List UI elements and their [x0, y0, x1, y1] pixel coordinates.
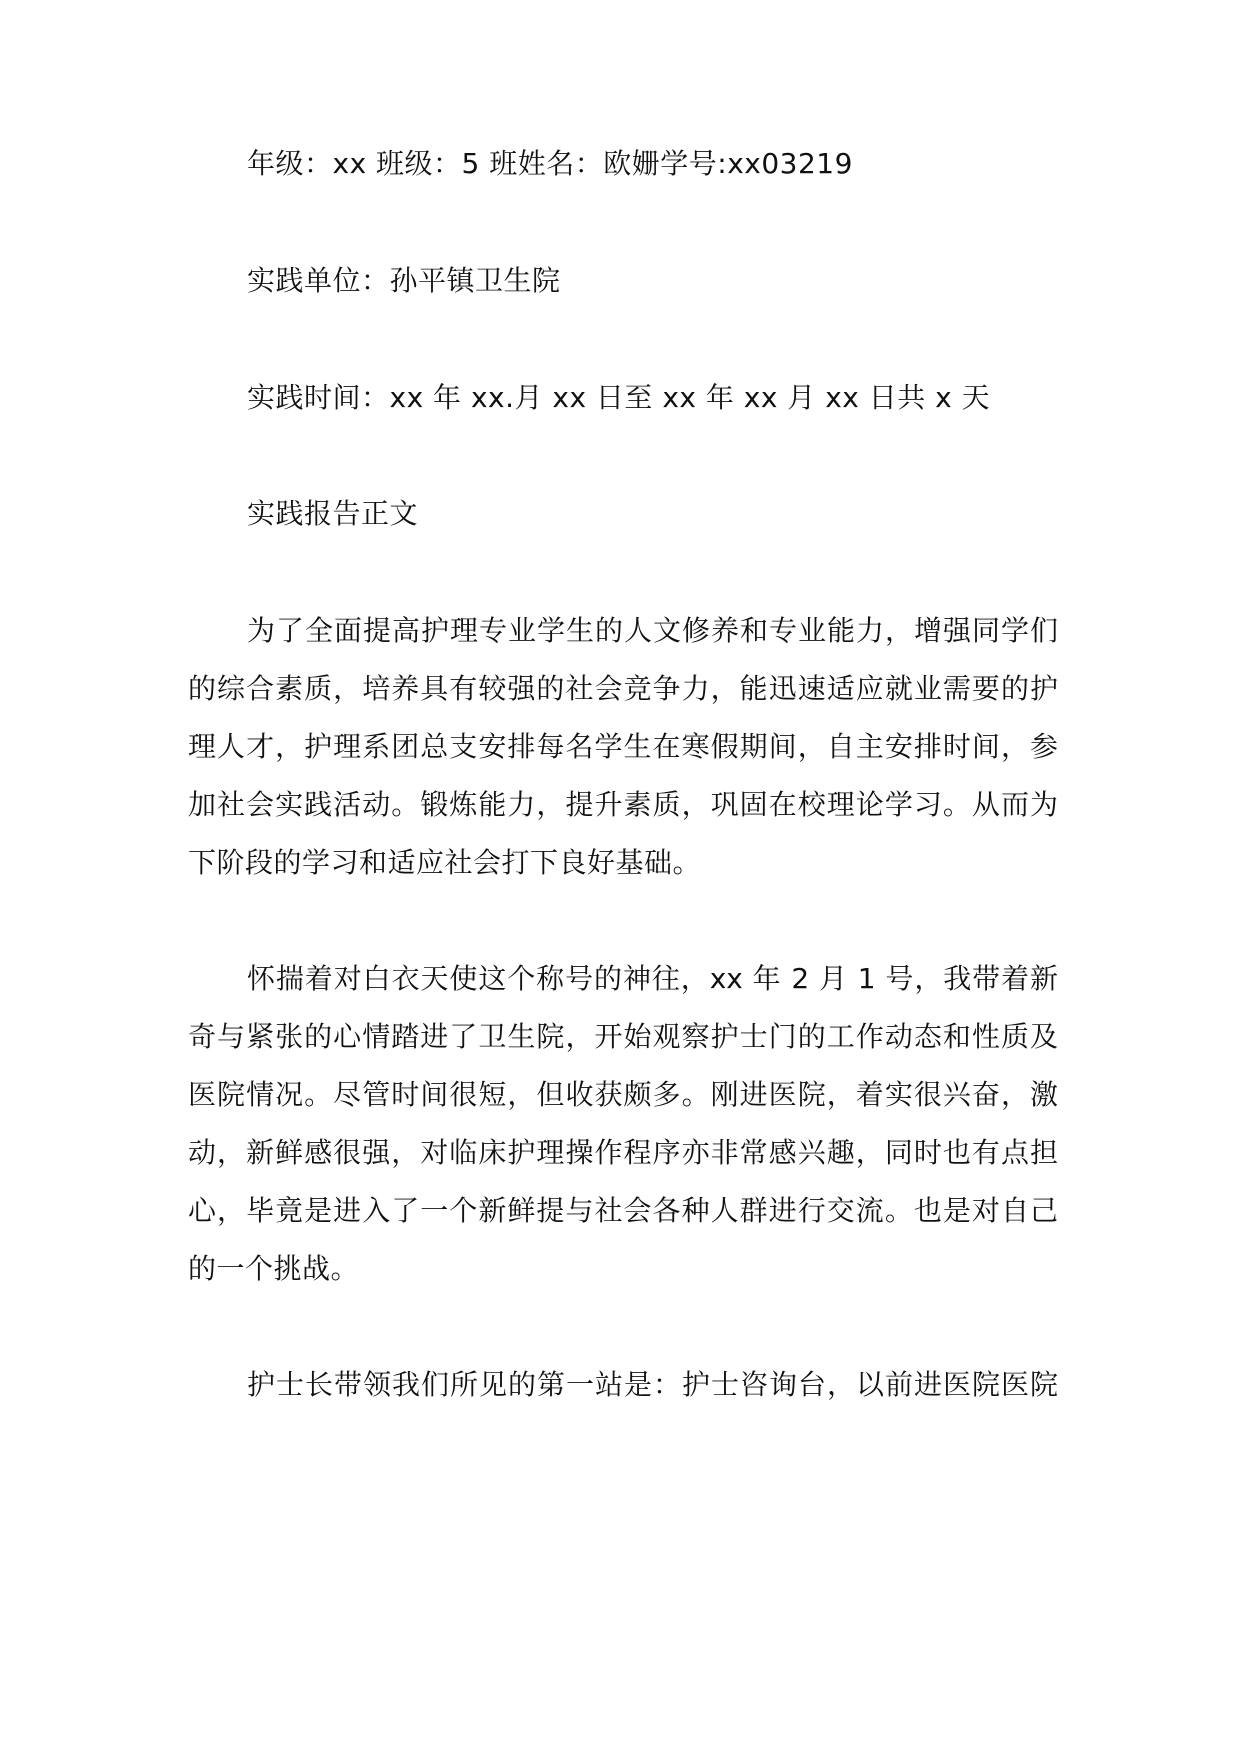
paragraph-2-line-1: 怀揣着对白衣天使这个称号的神往，xx 年 2 月 1 号，我带着新: [247, 962, 1058, 995]
paragraph-1-line-4: 加社会实践活动。锻炼能力，提升素质，巩固在校理论学习。从而为: [188, 788, 1058, 821]
paragraph-2-line-6: 的一个挑战。: [188, 1252, 360, 1285]
report-title: 实践报告正文: [247, 497, 419, 530]
paragraph-2-line-3: 医院情况。尽管时间很短，但收获颇多。刚进医院，着实很兴奋，激: [188, 1078, 1058, 1111]
paragraph-2-line-4: 动，新鲜感很强，对临床护理操作程序亦非常感兴趣，同时也有点担: [188, 1136, 1058, 1169]
paragraph-1-line-2: 的综合素质，培养具有较强的社会竞争力，能迅速适应就业需要的护: [188, 672, 1058, 705]
practice-unit-line: 实践单位：孙平镇卫生院: [247, 264, 561, 297]
paragraph-2-line-5: 心，毕竟是进入了一个新鲜提与社会各种人群进行交流。也是对自己: [188, 1194, 1058, 1227]
paragraph-3-line-1: 护士长带领我们所见的第一站是：护士咨询台，以前进医院医院: [247, 1368, 1058, 1401]
paragraph-1-line-3: 理人才，护理系团总支安排每名学生在寒假期间，自主安排时间，参: [188, 730, 1058, 763]
student-info-line: 年级：xx 班级：5 班姓名：欧姗学号:xx03219: [247, 147, 853, 180]
paragraph-2-line-2: 奇与紧张的心情踏进了卫生院，开始观察护士门的工作动态和性质及: [188, 1020, 1058, 1053]
paragraph-1-line-1: 为了全面提高护理专业学生的人文修养和专业能力，增强同学们: [247, 614, 1058, 647]
paragraph-1-line-5: 下阶段的学习和适应社会打下良好基础。: [188, 846, 702, 879]
practice-time-line: 实践时间：xx 年 xx.月 xx 日至 xx 年 xx 月 xx 日共 x 天: [247, 381, 991, 414]
